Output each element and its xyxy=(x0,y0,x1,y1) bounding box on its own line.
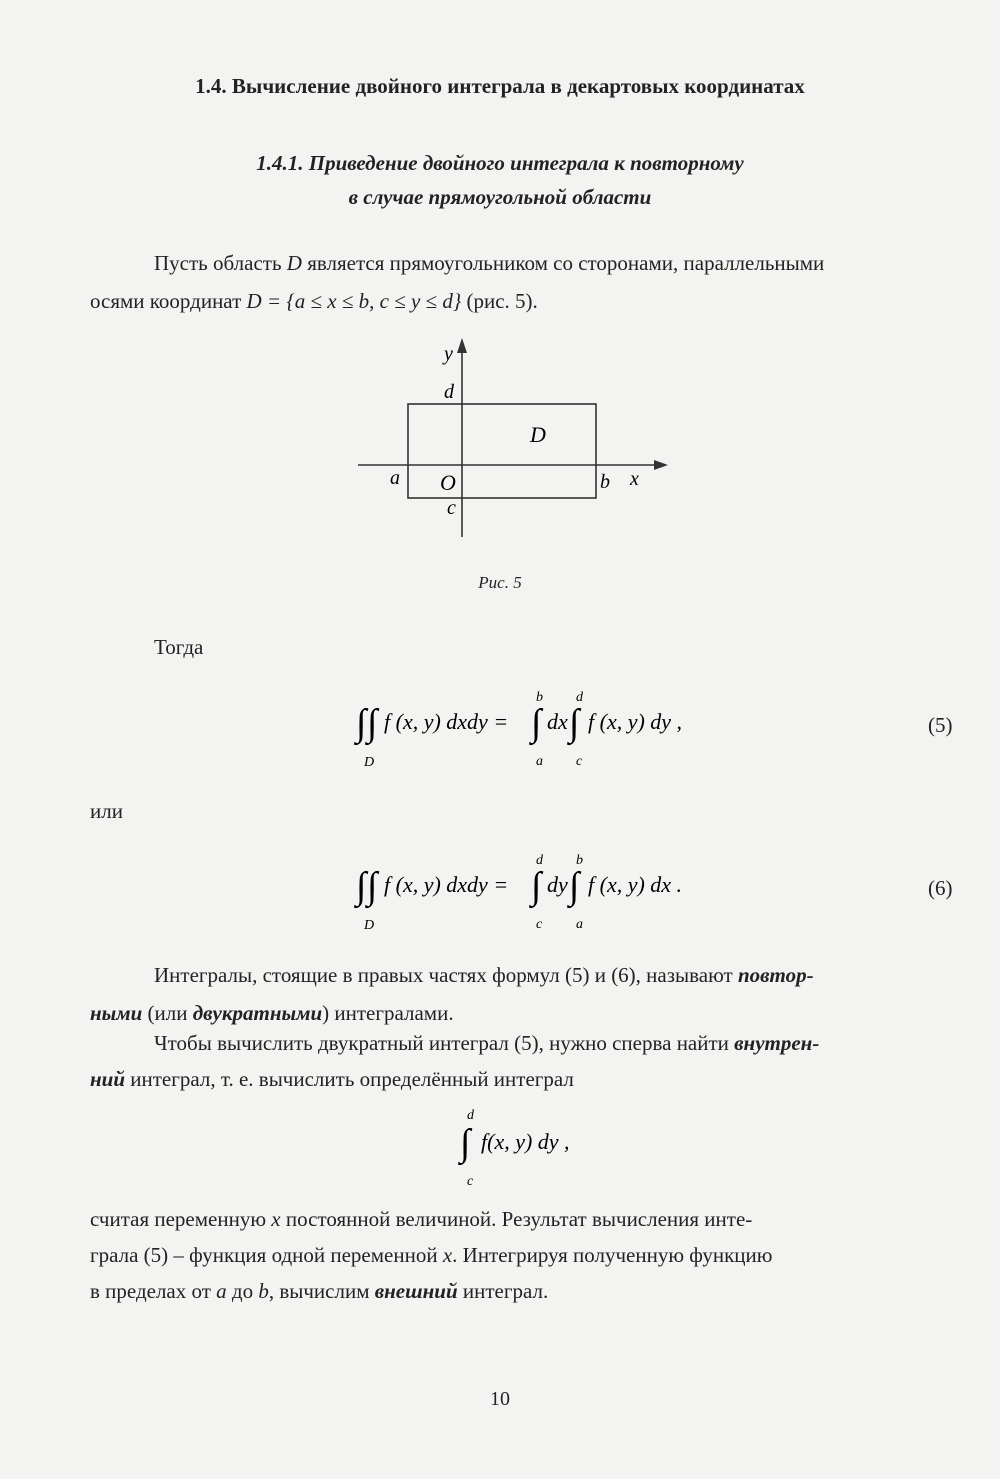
integral-icon-2: ∫ xyxy=(569,865,580,907)
inner-upper: d xyxy=(467,1108,474,1123)
text: является прямоугольником со сторонами, параллельными xyxy=(301,251,825,275)
var-a: a xyxy=(216,1279,227,1303)
subsection-line-2: в случае прямоугольной области xyxy=(348,185,652,209)
intro-line-1 xyxy=(90,244,964,282)
inner-expr: f(x, y) dy , xyxy=(481,1129,570,1154)
text: грала (5) – функция одной переменной xyxy=(90,1243,443,1267)
term-inner-end: ний xyxy=(90,1067,126,1091)
integral-icon-2: ∫ xyxy=(569,702,580,744)
label-a: a xyxy=(390,467,400,489)
text: интеграл. xyxy=(457,1279,549,1303)
figure-5-rectangle-domain xyxy=(340,330,680,545)
eq6-lhs-sub: D xyxy=(364,918,375,933)
domain-formula: D = {a ≤ x ≤ b, c ≤ y ≤ d} xyxy=(246,289,462,313)
integral-icon: ∫ xyxy=(531,865,542,907)
var-b: b xyxy=(258,1279,269,1303)
eq5-int1-var: dx xyxy=(547,709,568,734)
equation-5 xyxy=(350,685,730,770)
or-word xyxy=(90,792,964,830)
text: осями координат xyxy=(90,289,247,313)
eq6-int1-upper: d xyxy=(536,853,543,868)
label-O: O xyxy=(440,470,456,495)
eq5-int1-upper: b xyxy=(536,690,543,705)
double-integral-icon-2: ∫ xyxy=(367,702,378,744)
eq6-int2-lower: a xyxy=(576,917,583,932)
var-x: x xyxy=(271,1207,281,1231)
text: или xyxy=(90,799,123,823)
term-repeated: повтор- xyxy=(737,963,814,987)
text: , вычислим xyxy=(268,1279,375,1303)
section-heading: 1.4. Вычисление двойного интеграла в декартовых координатах xyxy=(195,74,805,98)
para4-line-1 xyxy=(90,1200,964,1238)
text: Интегралы, стоящие в правых частях формул (5) и (6), называют xyxy=(154,963,738,987)
integral-icon: ∫ xyxy=(531,702,542,744)
text: Тогда xyxy=(154,635,204,659)
text: Пусть область xyxy=(154,251,287,275)
term-inner: внутрен- xyxy=(734,1031,820,1055)
para2-line-1 xyxy=(90,956,964,994)
subsection-line-1: 1.4.1. Приведение двойного интеграла к повторному xyxy=(256,151,744,175)
double-integral-icon-2: ∫ xyxy=(367,865,378,907)
inner-lower: c xyxy=(467,1174,474,1188)
eq5-int1-lower: a xyxy=(536,754,543,769)
inner-integral-formula xyxy=(455,1103,625,1188)
double-integral-icon: ∫ xyxy=(356,865,367,907)
para3-line-1 xyxy=(90,1024,964,1062)
para4-line-2 xyxy=(90,1236,964,1274)
eq6-int1-lower: c xyxy=(536,917,543,932)
label-y: y xyxy=(444,343,453,365)
intro-line-2 xyxy=(90,282,964,320)
text: (рис. 5). xyxy=(461,289,538,313)
eq5-int2-lower: c xyxy=(576,754,583,769)
text: в пределах от xyxy=(90,1279,217,1303)
eq6-rhs-expr: f (x, y) dx . xyxy=(588,872,683,897)
label-D: D xyxy=(530,422,546,447)
text: до xyxy=(226,1279,259,1303)
eq6-lhs-expr: f (x, y) dxdy = xyxy=(384,872,509,897)
subsection-heading xyxy=(0,146,1000,214)
label-x: x xyxy=(630,468,639,490)
eq5-lhs-sub: D xyxy=(364,755,375,770)
eq5-lhs-expr: f (x, y) dxdy = xyxy=(384,709,509,734)
equation-6-number: (6) xyxy=(928,876,953,900)
figure-caption: Рис. 5 xyxy=(478,573,522,592)
term-double: двукратными xyxy=(192,1001,323,1025)
text: постоянной величиной. Результат вычисления инте- xyxy=(280,1207,753,1231)
eq6-int1-var: dy xyxy=(547,872,568,897)
eq5-rhs-expr: f (x, y) dy , xyxy=(588,709,683,734)
eq5-int2-upper: d xyxy=(576,690,583,705)
then-word xyxy=(90,628,964,666)
equation-6 xyxy=(350,848,730,933)
text: Чтобы вычислить двукратный интеграл (5), нужно сперва найти xyxy=(154,1031,735,1055)
para4-line-3 xyxy=(90,1272,964,1310)
label-b: b xyxy=(600,471,610,493)
label-d: d xyxy=(444,381,454,403)
double-integral-icon: ∫ xyxy=(356,702,367,744)
var-x: x xyxy=(442,1243,453,1267)
y-axis-arrow-icon xyxy=(457,338,467,353)
eq6-int2-upper: b xyxy=(576,853,583,868)
para3-line-2 xyxy=(90,1060,964,1098)
text: (или xyxy=(142,1001,193,1025)
text: считая переменную xyxy=(90,1207,272,1231)
x-axis-arrow-icon xyxy=(654,460,668,470)
term-repeated-end: ными xyxy=(90,1001,143,1025)
integral-icon: ∫ xyxy=(460,1122,471,1164)
label-c: c xyxy=(447,497,456,519)
text: интеграл, т. е. вычислить определённый интеграл xyxy=(125,1067,574,1091)
page-number: 10 xyxy=(490,1388,510,1410)
region-D-rectangle xyxy=(408,404,596,498)
var-D: D xyxy=(286,251,302,275)
text: ) интегралами. xyxy=(322,1001,454,1025)
equation-5-number: (5) xyxy=(928,713,953,737)
text: . Интегрируя полученную функцию xyxy=(452,1243,773,1267)
term-outer: внешний xyxy=(374,1279,458,1303)
